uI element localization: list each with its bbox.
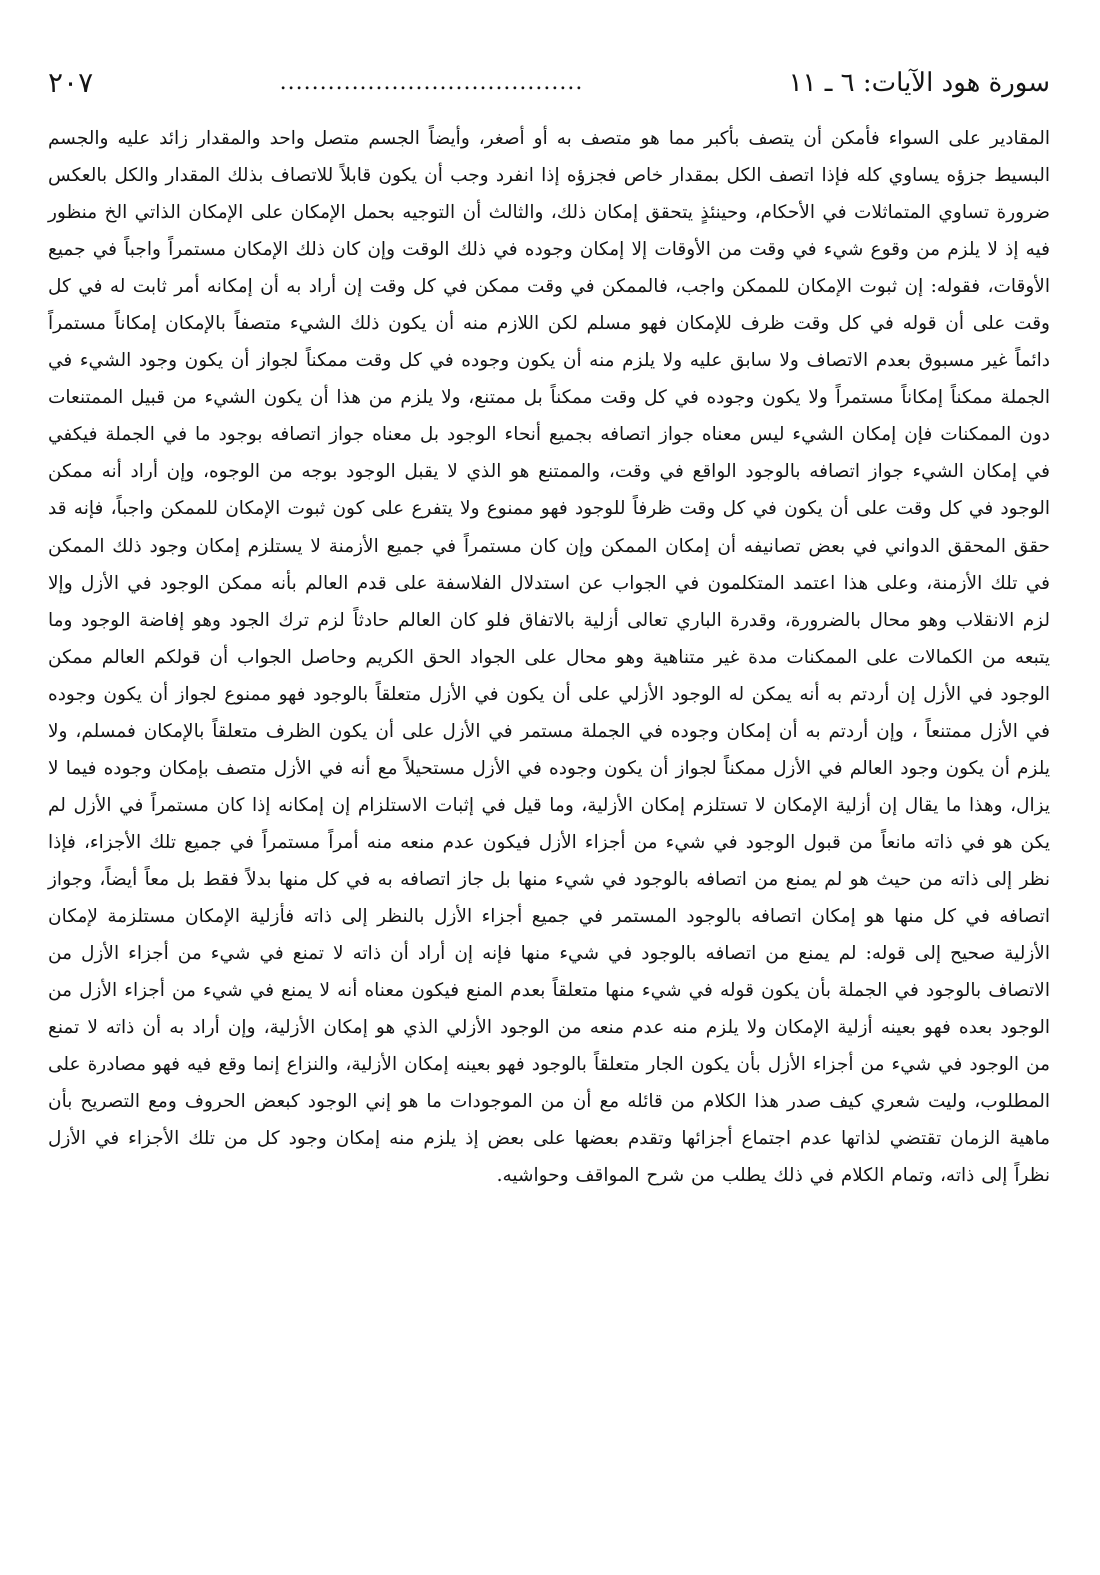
surah-title: سورة هود الآيات: ٦ ـ ١١ [788, 68, 1050, 98]
body-text [48, 120, 1050, 1194]
book-page [48, 60, 1050, 1530]
running-header [48, 60, 1050, 106]
page-number: ٢٠٧ [48, 66, 94, 99]
leader-dots: ...................................... [279, 70, 584, 95]
paragraph: المقادير على السواء فأمكن أن يتصف بأكبر مما هو متصف به أو أصغر، وأيضاً الجسم متصل واحد والمقدار زائد عليه والجسم البسيط جزؤه يساوي كله فإذا اتصف الكل بمقدار خاص فجزؤه إذا انفرد وجب أن يكون قابلاً للاتصاف بذلك المقدار والكل بالعكس ضرورة تساوي المتماثلات في الأحكام، وحينئذٍ يتحقق إمكان ذلك، والثالث أن التوجيه بحمل الإمكان على الإمكان الذاتي الخ منظور فيه إذ لا يلزم من وقوع شيء في وقت من الأوقات إلا إمكان وجوده في ذلك الوقت وإن كان ذلك الإمكان مستمراً واجباً في جميع الأوقات، فقوله: إن ثبوت الإمكان للممكن واجب، فالممكن في وقت ممكن في كل وقت إن أراد به أن إمكانه أمر ثابت له في كل وقت على أن قوله في كل وقت ظرف للإمكان فهو مسلم لكن اللازم منه أن يكون ذلك الشيء متصفاً بالإمكان إمكاناً مستمراً دائماً غير مسبوق بعدم الاتصاف ولا سابق عليه ولا يلزم منه أن يكون وجوده في كل وقت ممكناً لجواز أن يكون وجود الشيء في الجملة ممكناً إمكاناً مستمراً ولا يكون وجوده في كل وقت ممكناً بل ممتنع، ولا يلزم من هذا أن يكون الشيء من قبيل الممتنعات دون الممكنات فإن إمكان الشيء ليس معناه جواز اتصافه بجميع أنحاء الوجود بل معناه جواز اتصافه بوجود ما في الجملة فيكفي في إمكان الشيء جواز اتصافه بالوجود الواقع في وقت، والممتنع هو الذي لا يقبل الوجود بوجه من الوجوه، وإن أراد أنه ممكن الوجود في كل وقت على أن يكون في كل وقت ظرفاً للوجود فهو ممنوع ولا يتفرع على كون ثبوت الإمكان للممكن واجباً، فإنه قد حقق المحقق الدواني في بعض تصانيفه أن إمكان الممكن وإن كان مستمراً في جميع الأزمنة لا يستلزم إمكان وجود ذلك الممكن في تلك الأزمنة، وعلى هذا اعتمد المتكلمون في الجواب عن استدلال الفلاسفة على قدم العالم بأنه ممكن الوجود في الأزل وإلا لزم الانقلاب وهو محال بالضرورة، وقدرة الباري تعالى أزلية بالاتفاق فلو كان العالم حادثاً لزم ترك الجود وهو إفاضة الوجود وما يتبعه من الكمالات على الممكنات مدة غير متناهية وهو محال على الجواد الحق الكريم وحاصل الجواب أن قولكم العالم ممكن الوجود في الأزل إن أردتم به أنه يمكن له الوجود الأزلي على أن يكون في الأزل متعلقاً بالوجود فهو ممنوع لجواز أن يكون وجوده في الأزل ممتنعاً ، وإن أردتم به أن إمكان وجوده في الجملة مستمر في الأزل على أن يكون الظرف متعلقاً بالإمكان فمسلم، ولا يلزم أن يكون وجود العالم في الأزل ممكناً لجواز أن يكون وجوده في الأزل مستحيلاً مع أنه في الأزل متصف بإمكان وجوده فيما لا يزال، وهذا ما يقال إن أزلية الإمكان لا تستلزم إمكان الأزلية، وما قيل في إثبات الاستلزام إن إمكانه إذا كان مستمراً في الأزل لم يكن هو في ذاته مانعاً من قبول الوجود في شيء من أجزاء الأزل فيكون عدم منعه منه أمراً مستمراً في جميع تلك الأجزاء، فإذا نظر إلى ذاته من حيث هو لم يمنع من اتصافه بالوجود في شيء منها بل جاز اتصافه به في كل منها بدلاً فقط بل معاً أيضاً، وجواز اتصافه في كل منها هو إمكان اتصافه بالوجود المستمر في جميع أجزاء الأزل بالنظر إلى ذاته فأزلية الإمكان مستلزمة لإمكان الأزلية صحيح إلى قوله: لم يمنع من اتصافه بالوجود في شيء منها فإنه إن أراد أن ذاته لا تمنع في شيء من أجزاء الأزل من الاتصاف بالوجود في الجملة بأن يكون قوله في شيء منها متعلقاً بعدم المنع فيكون معناه أنه لا يمنع في شيء من أجزاء الأزل من الوجود بعده فهو بعينه أزلية الإمكان ولا يلزم منه عدم منعه من الوجود الأزلي الذي هو إمكان الأزلية، وإن أراد به أن ذاته لا تمنع من الوجود في شيء من أجزاء الأزل بأن يكون الجار متعلقاً بالوجود فهو بعينه إمكان الأزلية، والنزاع إنما وقع فيه فهو مصادرة على المطلوب، وليت شعري كيف صدر هذا الكلام من قائله مع أن من الموجودات ما هو إني الوجود كبعض الحروف ومع التصريح بأن ماهية الزمان تقتضي لذاتها عدم اجتماع أجزائها وتقدم بعضها على بعض إذ يلزم منه إمكان وجود كل من تلك الأجزاء في الأزل نظراً إلى ذاته، وتمام الكلام في ذلك يطلب من شرح المواقف وحواشيه. [48, 128, 1050, 1187]
